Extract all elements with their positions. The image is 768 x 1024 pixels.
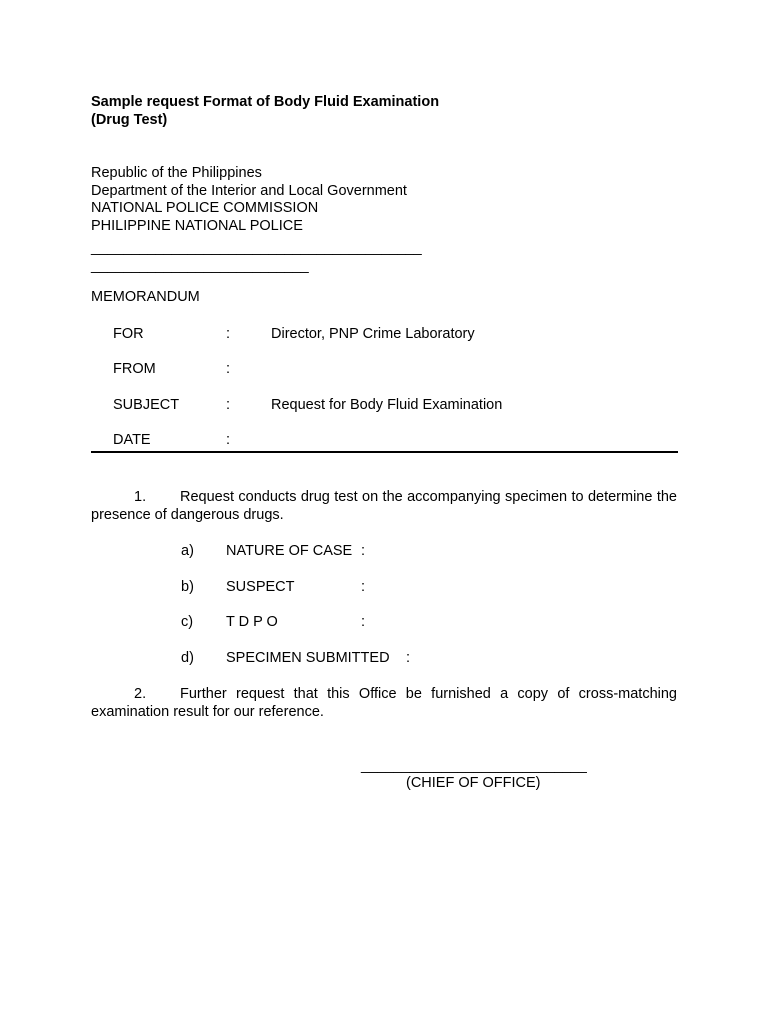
paragraph-2-number: 2.	[134, 686, 147, 702]
signature-line: ____________________________	[361, 758, 587, 774]
document-title: Sample request Format of Body Fluid Examination	[91, 94, 440, 110]
item-colon: :	[406, 650, 411, 666]
memo-field-label: SUBJECT	[113, 397, 180, 413]
agency-line-1: Republic of the Philippines	[91, 165, 262, 181]
item-label: NATURE OF CASE	[226, 543, 353, 559]
item-letter: a)	[181, 543, 194, 559]
item-label: SUSPECT	[226, 579, 295, 595]
memo-field-colon: :	[226, 326, 231, 342]
memo-field-colon: :	[226, 397, 231, 413]
memo-field-colon: :	[226, 361, 231, 377]
memo-title: MEMORANDUM	[91, 289, 200, 305]
memo-field-value: Request for Body Fluid Examination	[271, 397, 503, 413]
document-subtitle: (Drug Test)	[91, 112, 168, 128]
item-letter: c)	[181, 614, 194, 630]
item-letter: b)	[181, 579, 194, 595]
agency-line-3: NATIONAL POLICE COMMISSION	[91, 200, 319, 216]
signatory-title: (CHIEF OF OFFICE)	[406, 775, 541, 791]
item-colon: :	[361, 579, 366, 595]
memo-field-label: FROM	[113, 361, 156, 377]
item-colon: :	[361, 614, 366, 630]
item-label: T D P O	[226, 614, 278, 630]
memo-field-colon: :	[226, 432, 231, 448]
paragraph-1	[91, 489, 677, 524]
office-blank-line-2: ___________________________	[91, 258, 309, 274]
paragraph-2	[91, 686, 677, 721]
memo-field-label: FOR	[113, 326, 144, 342]
item-letter: d)	[181, 650, 194, 666]
item-label: SPECIMEN SUBMITTED	[226, 650, 390, 666]
paragraph-2-text: Further request that this Office be furnished a copy of cross-matching examination result for our reference.	[91, 686, 677, 720]
paragraph-1-text: Request conducts drug test on the accompanying specimen to determine the presence of dangerous drugs.	[91, 489, 677, 523]
agency-line-4: PHILIPPINE NATIONAL POLICE	[91, 218, 303, 234]
paragraph-1-number: 1.	[134, 489, 147, 505]
office-blank-line-1: _________________________________________	[91, 240, 422, 256]
memo-field-value: Director, PNP Crime Laboratory	[271, 326, 475, 342]
agency-line-2: Department of the Interior and Local Government	[91, 183, 407, 199]
memo-field-label: DATE	[113, 432, 151, 448]
item-colon: :	[361, 543, 366, 559]
header-divider	[91, 451, 678, 453]
